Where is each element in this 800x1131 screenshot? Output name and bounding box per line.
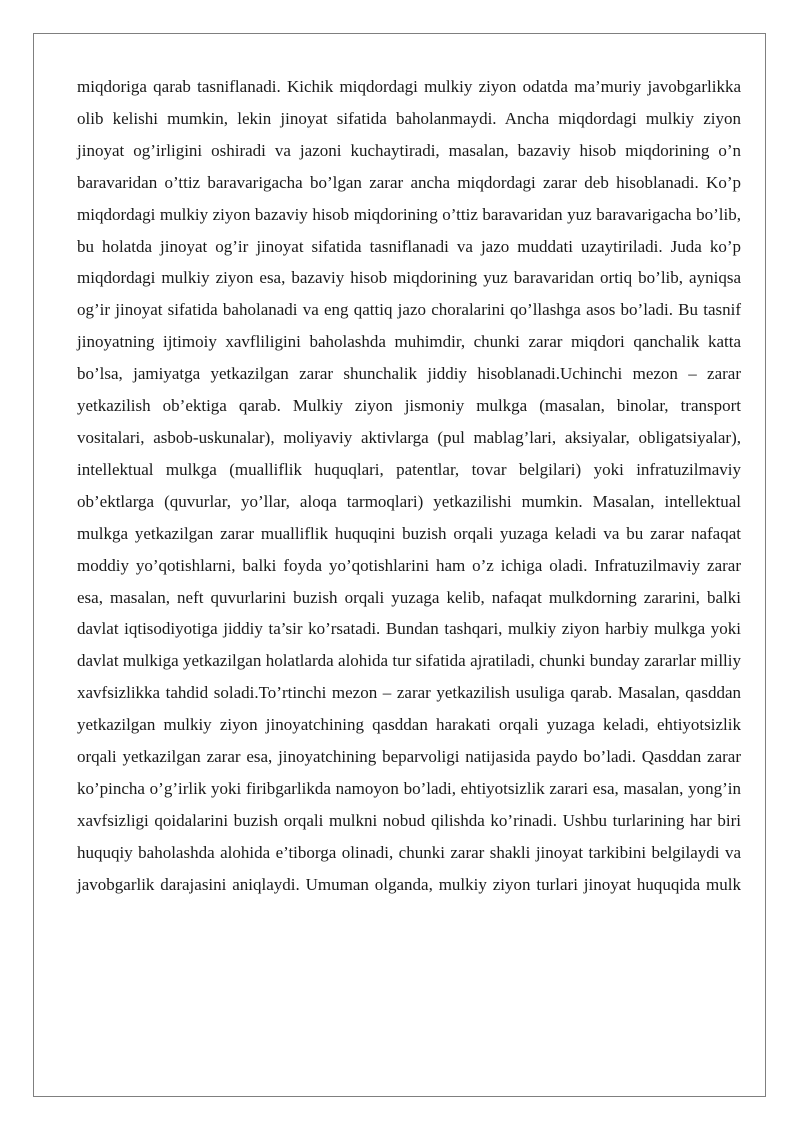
body-paragraph: miqdoriga qarab tasniflanadi. Kichik miqdordagi mulkiy ziyon odatda ma’muriy javobgarlikka olib kelishi mumkin, lekin jinoyat sifatida baholanmaydi. Ancha miqdordagi mulkiy ziyon jinoyat og’irligini oshiradi va jazoni kuchaytiradi, masalan, bazaviy hisob miqdorining o’n baravaridan o’ttiz baravarigacha bo’lgan zarar ancha miqdordagi zarar deb hisoblanadi. Ko’p miqdordagi mulkiy ziyon bazaviy hisob miqdorining o’ttiz baravaridan yuz baravarigacha bo’lib, bu holatda jinoyat og’ir jinoyat sifatida tasniflanadi va jazo muddati uzaytiriladi. Juda ko’p miqdordagi mulkiy ziyon esa, bazaviy hisob miqdorining yuz baravaridan ortiq bo’lib, ayniqsa og’ir jinoyat sifatida baholanadi va eng qattiq jazo choralarini qo’llashga asos bo’ladi. Bu tasnif jinoyatning ijtimoiy xavfliligini baholashda muhimdir, chunki zarar miqdori qanchalik katta bo’lsa, jamiyatga yetkazilgan zarar shunchalik jiddiy hisoblanadi.Uchinchi mezon – zarar yetkazilish ob’ektiga qarab. Mulkiy ziyon jismoniy mulkga (masalan, binolar, transport vositalari, asbob-uskunalar), moliyaviy aktivlarga (pul mablag’lari, aksiyalar, obligatsiyalar), intellektual mulkga (mualliflik huquqlari, patentlar, tovar belgilari) yoki infratuzilmaviy ob’ektlarga (quvurlar, yo’llar, aloqa tarmoqlari) yetkazilishi mumkin. Masalan, intellektual mulkga yetkazilgan zarar mualliflik huquqini buzish orqali yuzaga keladi va bu zarar nafaqat moddiy yo’qotishlarni, balki foyda yo’qotishlarini ham o’z ichiga oladi. Infratuzilmaviy zarar esa, masalan, neft quvurlarini buzish orqali yuzaga kelib, nafaqat mulkdorning zararini, balki davlat iqtisodiyotiga jiddiy ta’sir ko’rsatadi. Bundan tashqari, mulkiy ziyon harbiy mulkga yoki davlat mulkiga yetkazilgan holatlarda alohida tur sifatida ajratiladi, chunki bunday zararlar milliy xavfsizlikka tahdid soladi.To’rtinchi mezon – zarar yetkazilish usuliga qarab. Masalan, qasddan yetkazilgan mulkiy ziyon jinoyatchining qasddan harakati orqali yuzaga keladi, ehtiyotsizlik orqali yetkazilgan zarar esa, jinoyatchining beparvoligi natijasida paydo bo’ladi. Qasddan zarar ko’pincha o’g’irlik yoki firibgarlikda namoyon bo’ladi, ehtiyotsizlik zarari esa, masalan, yong’in xavfsizligi qoidalarini buzish orqali mulkni nobud qilishda ko’rinadi. Ushbu turlarining har biri huquqiy baholashda alohida e’tiborga olinadi, chunki zarar shakli jinoyat tarkibini belgilaydi va javobgarlik darajasini aniqlaydi. Umuman olganda, mulkiy ziyon turlari jinoyat huquqida mulk (77, 77, 741, 894)
